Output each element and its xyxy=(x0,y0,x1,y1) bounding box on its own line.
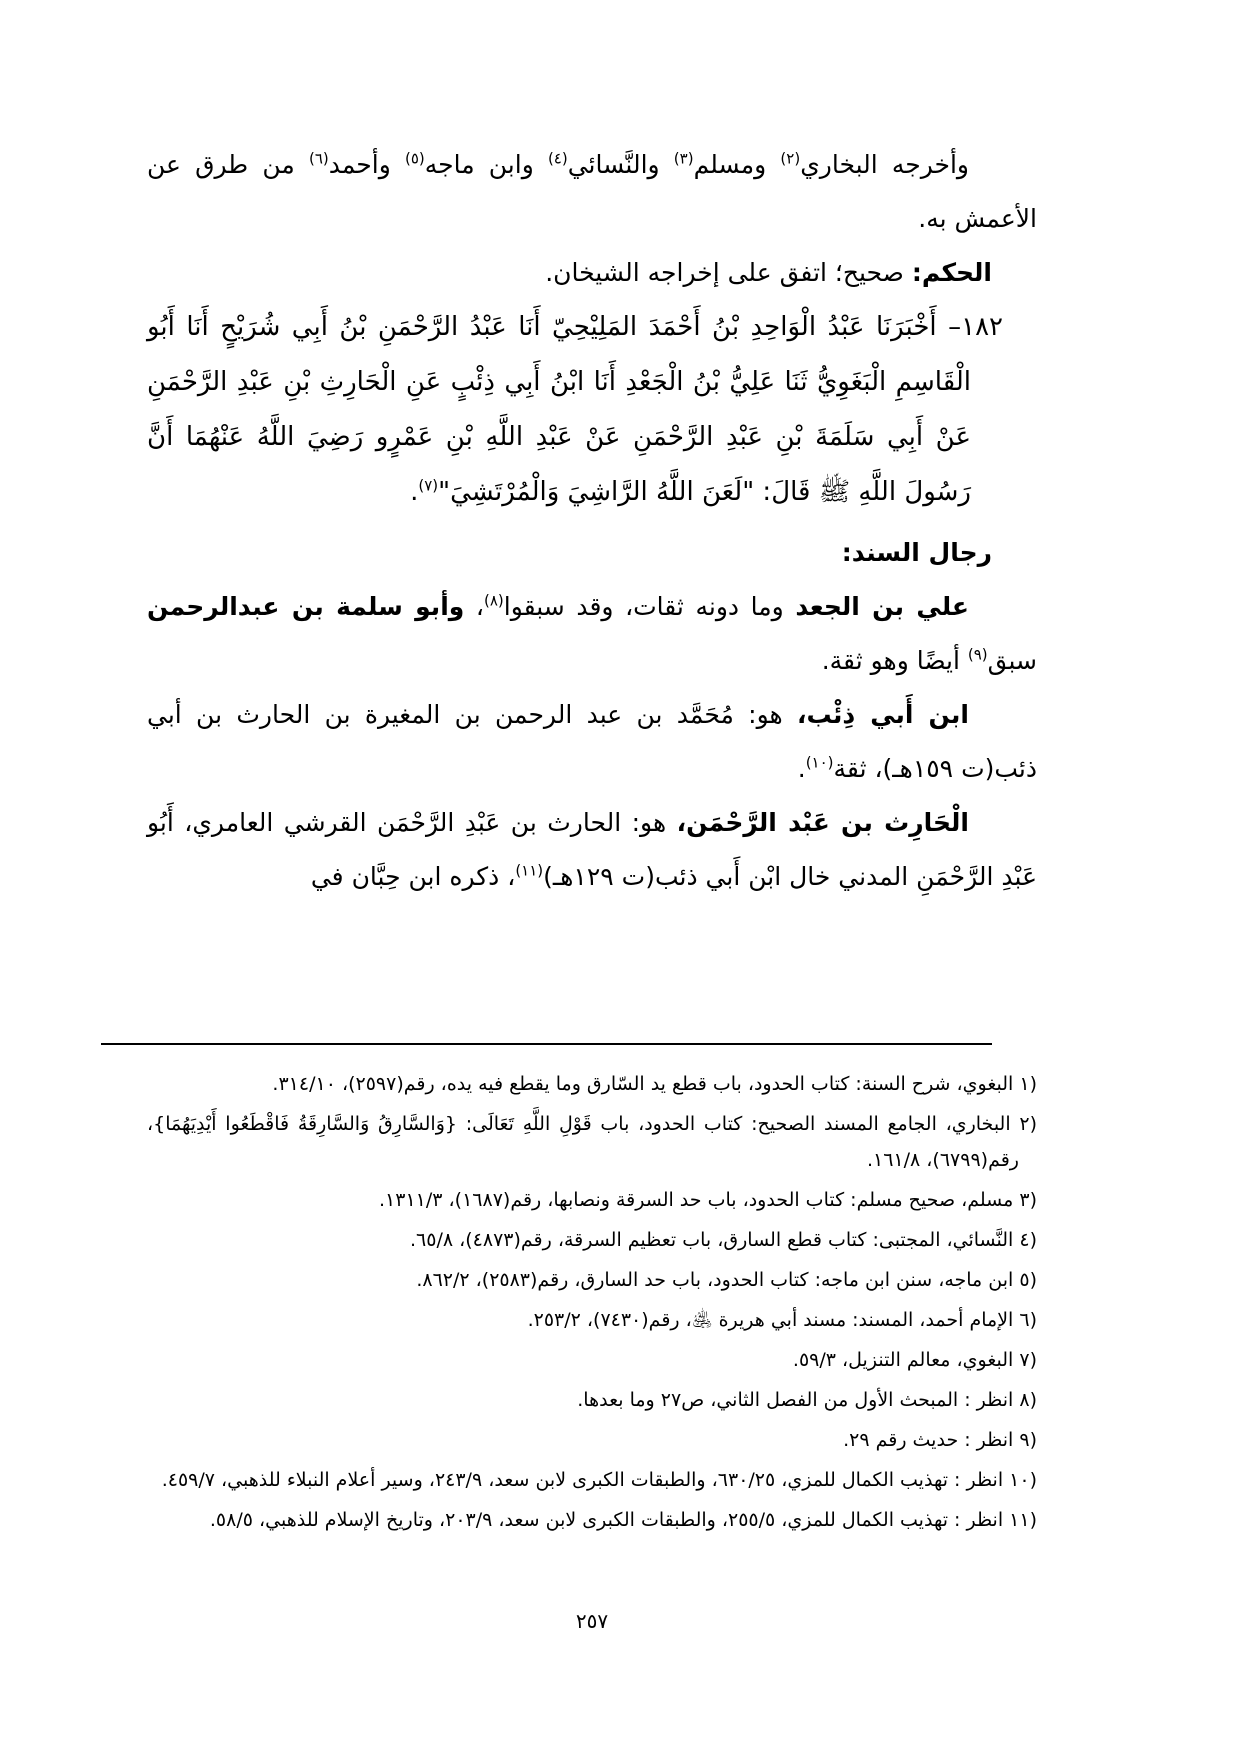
footnote-item xyxy=(147,1462,1037,1498)
narrator-name: ابن أَبي ذِئْب، xyxy=(796,700,969,729)
text-run: وأخرجه البخاري xyxy=(800,150,969,179)
footnote-number: ١١) xyxy=(1009,1509,1037,1531)
text-run: ، xyxy=(464,592,484,621)
footnote-text: انظر : تهذيب الكمال للمزي، ٢٥٥/٥، والطبقات الكبرى لابن سعد، ٢٠٣/٩، وتاريخ الإسلام للذهبي، ٥٨/٥. xyxy=(209,1509,1004,1531)
footnote-text: انظر : تهذيب الكمال للمزي، ٦٣٠/٢٥، والطبقات الكبرى لابن سعد، ٢٤٣/٩، وسير أعلام النبلاء للذهبي، ٤٥٩/٧. xyxy=(161,1469,1004,1491)
footnotes xyxy=(147,1066,1037,1542)
footnote-text: النَّسائي، المجتبى: كتاب قطع السارق، باب تعظيم السرقة، رقم(٤٨٧٣)، ٦٥/٨. xyxy=(409,1229,1014,1251)
footnote-item xyxy=(147,1066,1037,1102)
footnote-item xyxy=(147,1502,1037,1538)
footnote-item xyxy=(147,1342,1037,1378)
takhrij-paragraph xyxy=(147,138,1037,246)
main-text xyxy=(147,138,1037,904)
footnote-separator xyxy=(101,1043,992,1045)
footnote-text: الإمام أحمد، المسند: مسند أبي هريرة ﵁، رقم(٧٤٣٠)، ٢٥٣/٢. xyxy=(527,1309,1014,1331)
footnote-number: ٣) xyxy=(1019,1189,1037,1211)
footnote-ref: (٩) xyxy=(967,645,988,664)
text-run: . xyxy=(797,754,806,783)
footnote-ref: (٦) xyxy=(308,149,329,168)
footnote-number: ٢) xyxy=(1019,1113,1037,1135)
footnote-text: مسلم، صحيح مسلم: كتاب الحدود، باب حد السرقة ونصابها، رقم(١٦٨٧)، ١٣١١/٣. xyxy=(379,1189,1014,1211)
footnote-number: ٥) xyxy=(1019,1269,1037,1291)
text-run: سبق xyxy=(987,646,1037,675)
hukm-text: صحيح؛ اتفق على إخراجه الشيخان. xyxy=(545,258,912,287)
footnote-item xyxy=(147,1382,1037,1418)
footnote-number: ٨) xyxy=(1019,1389,1037,1411)
text-run: وما دونه ثقات، وقد سبقوا xyxy=(503,592,796,621)
text-run: وأحمد xyxy=(328,150,405,179)
hukm-paragraph xyxy=(147,246,1037,300)
narrator-name: الْحَارِث بن عَبْد الرَّحْمَن، xyxy=(676,808,969,837)
footnote-text: انظر : حديث رقم ٢٩. xyxy=(843,1429,1014,1451)
page-number: ٢٥٧ xyxy=(575,1609,609,1633)
footnote-ref: (٥) xyxy=(404,149,425,168)
narrator-name: علي بن الجعد xyxy=(795,592,969,621)
text-run: هو: الحارث بن عَبْدِ الرَّحْمَن القرشي العامري، أَبُو عَبْدِ الرَّحْمَنِ المدني خال ابْن أَبي ذئب(ت ١٢٩هـ) xyxy=(147,808,1037,891)
footnote-ref: (٤) xyxy=(547,149,568,168)
footnote-number: ١) xyxy=(1019,1073,1037,1095)
footnote-ref: (٢) xyxy=(780,149,801,168)
footnote-text: البغوي، شرح السنة: كتاب الحدود، باب قطع يد السّارق وما يقطع فيه يده، رقم(٢٥٩٧)، ٣١٤/١٠. xyxy=(272,1073,1014,1095)
footnote-text: ابن ماجه، سنن ابن ماجه: كتاب الحدود، باب حد السارق، رقم(٢٥٨٣)، ٨٦٢/٢. xyxy=(416,1269,1014,1291)
footnote-ref: (٧) xyxy=(418,476,439,495)
text-run: ومسلم xyxy=(693,150,781,179)
footnote-text: البغوي، معالم التنزيل، ٥٩/٣. xyxy=(792,1349,1014,1371)
footnote-ref: (١١) xyxy=(515,861,544,880)
footnote-ref: (١٠) xyxy=(805,753,834,772)
text-run: وابن ماجه xyxy=(424,150,548,179)
rijal-heading: رجال السند: xyxy=(841,538,992,567)
narrator-paragraph-harith xyxy=(147,796,1037,904)
footnote-ref: (٨) xyxy=(483,591,504,610)
footnote-number: ٧) xyxy=(1019,1349,1037,1371)
footnote-item xyxy=(147,1106,1037,1178)
footnote-ref: (٣) xyxy=(673,149,694,168)
footnote-text: انظر : المبحث الأول من الفصل الثاني، ص٢٧ وما بعدها. xyxy=(577,1389,1014,1411)
text-run: أيضًا وهو ثقة. xyxy=(821,646,968,675)
footnote-number: ٤) xyxy=(1019,1229,1037,1251)
footnote-text: البخاري، الجامع المسند الصحيح: كتاب الحدود، باب قَوْلِ اللَّهِ تَعَالَى: {وَالسَّارِقُ وَالسَّارِقَةُ فَاقْطَعُوا أَيْدِيَهُمَا}، رقم(٦٧٩٩)، ١٦١/٨. xyxy=(147,1113,1019,1171)
hadith-paragraph xyxy=(147,300,1037,520)
text-run: . xyxy=(410,477,419,507)
footnote-number: ٩) xyxy=(1019,1429,1037,1451)
footnote-item xyxy=(147,1262,1037,1298)
text-run: هو: مُحَمَّد بن عبد الرحمن بن المغيرة بن الحارث بن أبي ذئب(ت ١٥٩هـ)، ثقة xyxy=(147,700,1037,783)
footnote-item xyxy=(147,1222,1037,1258)
footnote-item xyxy=(147,1182,1037,1218)
narrator-name: وأبو سلمة بن عبدالرحمن xyxy=(147,592,465,621)
narrator-paragraph-ali xyxy=(147,580,1037,688)
footnote-number: ١٠) xyxy=(1009,1469,1037,1491)
text-run: والنَّسائي xyxy=(567,150,674,179)
hukm-label: الحكم: xyxy=(911,258,992,287)
footnote-item xyxy=(147,1422,1037,1458)
footnote-item xyxy=(147,1302,1037,1338)
text-run: ، ذكره ابن حِبَّان في xyxy=(310,862,516,891)
hadith-text: أَخْبَرَنَا عَبْدُ الْوَاحِدِ بْنُ أَحْمَدَ المَلِيْحِيّ أَنَا عَبْدُ الرَّحْمَنِ بْنُ أَبِي شُرَيْحٍ أَنَا أَبُو الْقَاسِمِ الْبَغَوِيُّ ثَنَا عَلِيُّ بْنُ الْجَعْدِ أَنَا ابْنُ أَبِي ذِئْبٍ عَنِ الْحَارِثِ بْنِ عَبْدِ الرَّحْمَنِ عَنْ أَبِي سَلَمَةَ بْنِ عَبْدِ الرَّحْمَنِ عَنْ عَبْدِ اللَّهِ بْنِ عَمْرٍو رَضِيَ اللَّهُ عَنْهُمَا أَنَّ رَسُولَ اللَّهِ ﷺ قَالَ: "لَعَنَ اللَّهُ الرَّاشِيَ وَالْمُرْتَشِيَ" xyxy=(147,312,971,507)
hadith-number: ١٨٢– xyxy=(936,312,1004,342)
footnote-number: ٦) xyxy=(1019,1309,1037,1331)
text-run: من طرق عن الأعمش به. xyxy=(147,150,1037,233)
narrator-paragraph-ibn-abi-dhib xyxy=(147,688,1037,796)
